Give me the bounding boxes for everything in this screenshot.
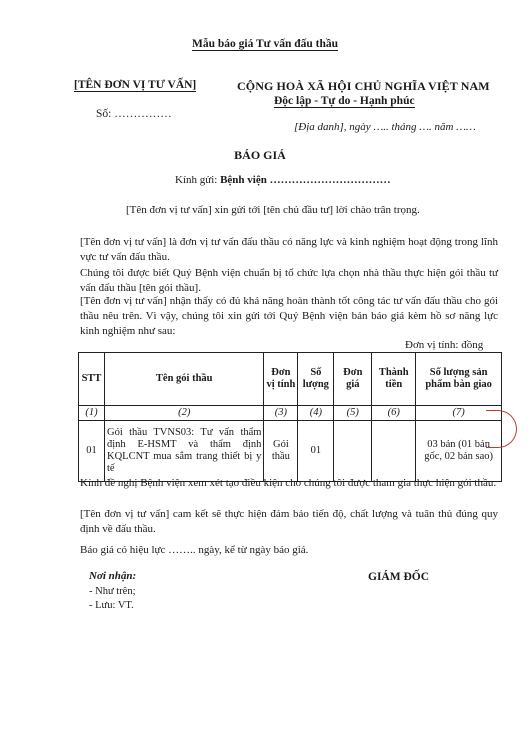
greeting: [Tên đơn vị tư vấn] xin gửi tới [tên chủ đầu tư] lời chào trân trọng. xyxy=(126,204,420,216)
organization-name: [TÊN ĐƠN VỊ TƯ VẤN] xyxy=(74,79,197,91)
table-cell: Gói thầu TVNS03: Tư vấn thẩm định E-HSMT và thẩm định KQLCNT mua sắm trang thiết bị y tế xyxy=(104,421,263,482)
recipients-heading: Nơi nhận: xyxy=(89,570,137,582)
col-header-unit: Đơn vị tính xyxy=(264,353,298,406)
table-cell: (5) xyxy=(334,406,372,421)
col-header-amount: Thành tiền xyxy=(372,353,416,406)
table-cell: (7) xyxy=(416,406,502,421)
closing-commitment: [Tên đơn vị tư vấn] cam kết sẽ thực hiện đảm bảo tiến độ, chất lượng và tuân thủ đúng quy định về đấu thầu. xyxy=(80,508,498,535)
table-cell xyxy=(334,421,372,482)
col-header-stt: STT xyxy=(79,353,105,406)
recipient-line xyxy=(175,174,391,186)
table-cell: (3) xyxy=(264,406,298,421)
table-cell: 01 xyxy=(298,421,334,482)
paragraph-offer: [Tên đơn vị tư vấn] nhận thấy có đủ khả năng hoàn thành tốt công tác tư vấn đấu thầu cho gói thầu nêu trên. Vì vậy, chúng tôi xin gửi tới Quý Bệnh viện bản báo giá kèm hồ sơ năng lực kinh nghiệm như sau: xyxy=(80,295,498,337)
table-cell: (2) xyxy=(104,406,263,421)
document-number: Số: …………… xyxy=(96,108,172,120)
recipient-name: Bệnh viện …………………………… xyxy=(220,174,391,186)
paragraph-context: Chúng tôi được biết Quý Bệnh viện chuẩn bị tổ chức lựa chọn nhà thầu thực hiện gói thầu tư vấn đấu thầu [tên gói thầu]. xyxy=(80,267,498,294)
recipients-item: - Như trên; xyxy=(89,586,136,597)
table-row xyxy=(79,421,502,482)
table-cell: 01 xyxy=(79,421,105,482)
table-cell: (6) xyxy=(372,406,416,421)
table-header-row xyxy=(79,353,502,406)
table-cell xyxy=(372,421,416,482)
national-motto: Độc lập - Tự do - Hạnh phúc xyxy=(274,95,415,107)
table-index-row xyxy=(79,406,502,421)
table-cell: Gói thầu xyxy=(264,421,298,482)
place-date: [Địa danh], ngày ….. tháng …. năm …… xyxy=(294,121,476,133)
red-stamp-mark xyxy=(486,410,517,448)
closing-request: Kính đề nghị Bệnh viện xem xét tạo điều kiện cho chúng tôi được tham gia thực hiện gói thầu. xyxy=(80,477,497,489)
document-title: Mẫu báo giá Tư vấn đấu thầu xyxy=(191,38,338,50)
col-header-quantity: Số lượng xyxy=(298,353,334,406)
col-header-package-name: Tên gói thầu xyxy=(104,353,263,406)
table-cell: (4) xyxy=(298,406,334,421)
paragraph-intro: [Tên đơn vị tư vấn] là đơn vị tư vấn đấu thầu có năng lực và kinh nghiệm hoạt động trong lĩnh vực tư vấn đấu thầu. xyxy=(80,236,498,263)
recipients-item: - Lưu: VT. xyxy=(89,600,134,611)
col-header-unit-price: Đơn giá xyxy=(334,353,372,406)
table-cell: 03 bản (01 bản gốc, 02 bản sao) xyxy=(416,421,502,482)
quotation-heading: BÁO GIÁ xyxy=(234,148,286,162)
signature-title: GIÁM ĐỐC xyxy=(368,571,430,583)
table-cell: (1) xyxy=(79,406,105,421)
closing-validity: Báo giá có hiệu lực …….. ngày, kể từ ngày báo giá. xyxy=(80,544,309,556)
national-title: CỘNG HOÀ XÃ HỘI CHỦ NGHĨA VIỆT NAM xyxy=(237,79,490,93)
quotation-table xyxy=(78,352,502,482)
currency-unit-note: Đơn vị tính: đồng xyxy=(405,339,484,351)
recipient-prefix: Kính gửi: xyxy=(175,174,218,186)
col-header-deliverables: Số lượng sản phẩm bàn giao xyxy=(416,353,502,406)
